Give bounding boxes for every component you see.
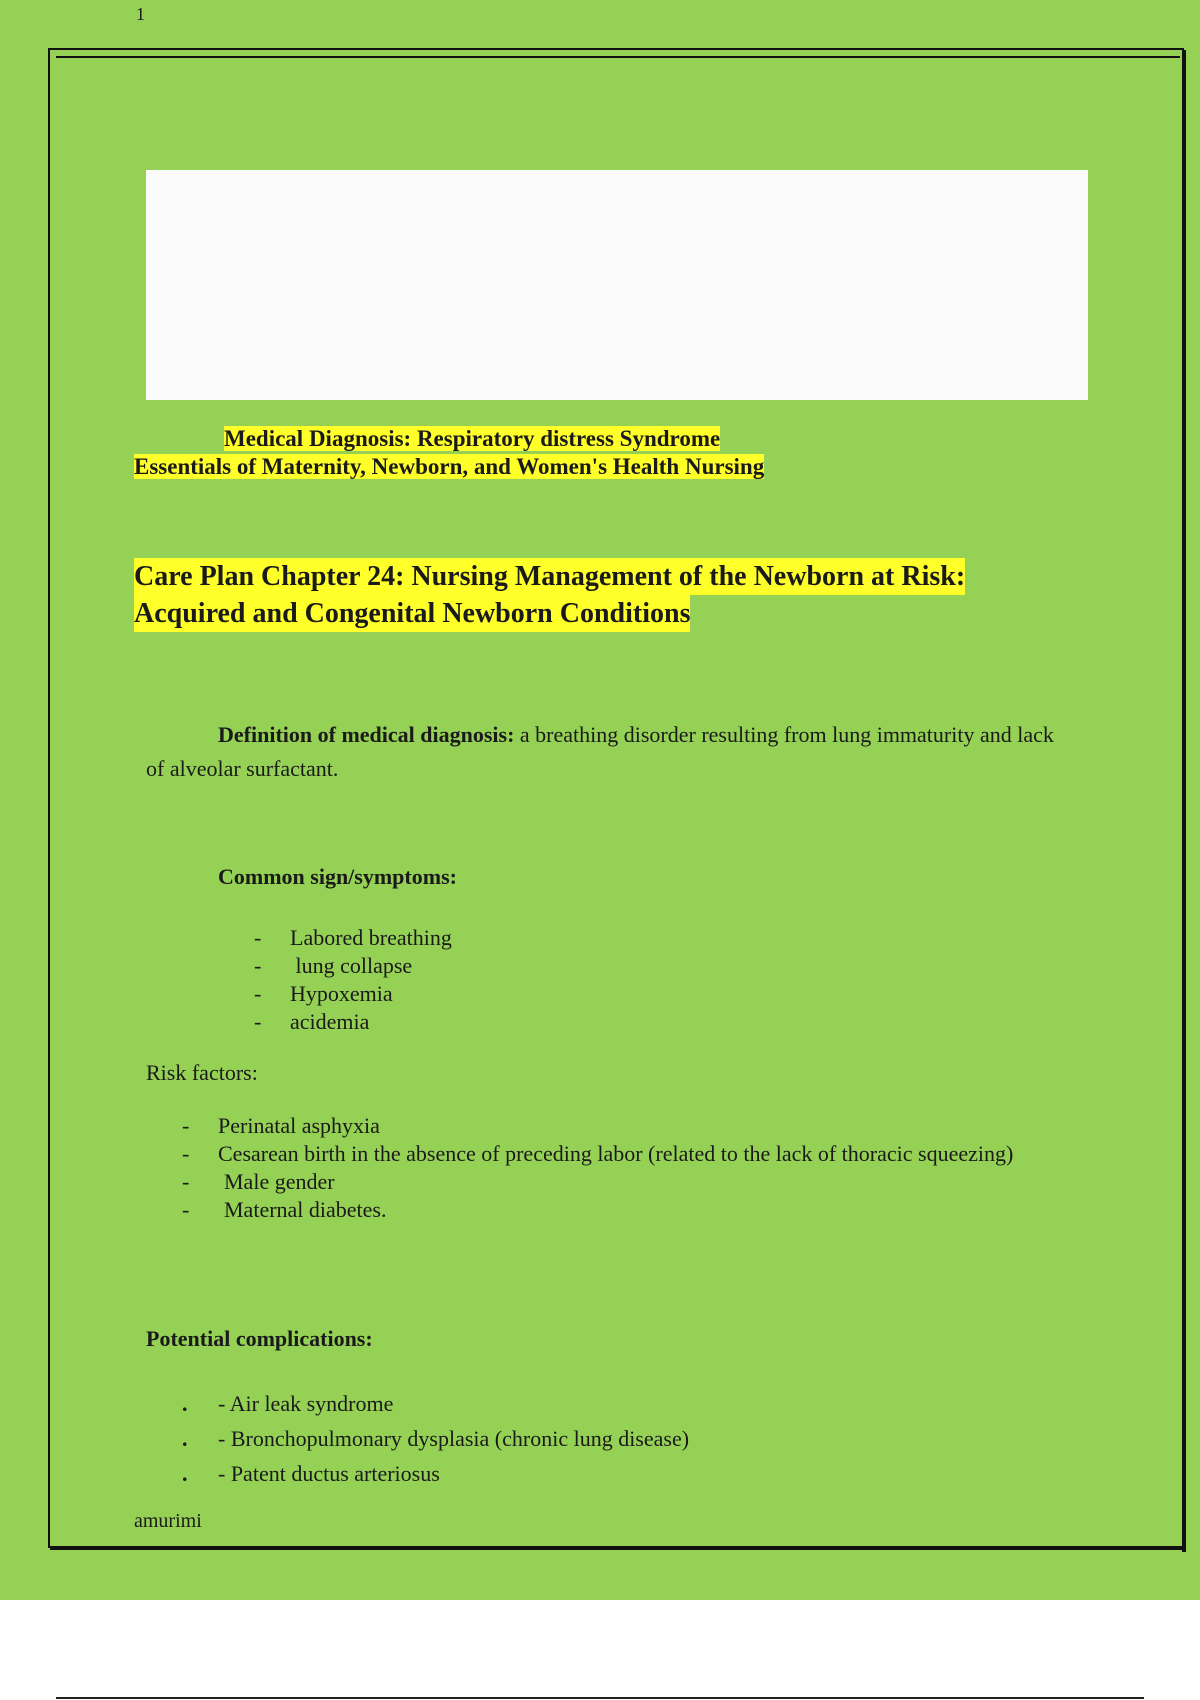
bottom-rule <box>56 1697 1144 1699</box>
list-item <box>182 1168 1082 1196</box>
dash-bullet: - <box>182 1113 190 1138</box>
care-plan-title-line1: Care Plan Chapter 24: Nursing Management of the Newborn at Risk: <box>134 558 965 595</box>
textbook-title-text: Essentials of Maternity, Newborn, and Women's Health Nursing <box>134 454 765 479</box>
symptom-text: Labored breathing <box>290 925 452 950</box>
definition-paragraph <box>146 718 1066 786</box>
care-plan-title <box>134 558 1034 632</box>
risk-factor-text: Maternal diabetes. <box>224 1197 387 1222</box>
symptom-text: lung collapse <box>290 953 413 978</box>
complication-text: - Patent ductus arteriosus <box>218 1461 440 1486</box>
list-item <box>182 1140 1082 1168</box>
symptoms-heading: Common sign/symptoms: <box>218 864 457 889</box>
risk-factor-text: Cesarean birth in the absence of preceding labor (related to the lack of thoracic squeezing) <box>218 1141 1014 1166</box>
border-inner-line <box>56 56 1180 58</box>
dash-bullet: - <box>254 981 262 1006</box>
list-item <box>254 980 452 1008</box>
list-item <box>182 1386 689 1421</box>
list-item <box>182 1112 1082 1140</box>
risk-factor-text: Perinatal asphyxia <box>218 1113 380 1138</box>
dash-bullet: - <box>182 1169 190 1194</box>
list-item <box>254 952 452 980</box>
risk-factor-text: Male gender <box>224 1169 335 1194</box>
list-item <box>182 1196 1082 1224</box>
page-number: 1 <box>136 4 145 24</box>
medical-diagnosis-text: Medical Diagnosis: Respiratory distress Syndrome <box>224 426 721 451</box>
definition-label: Definition of medical diagnosis: <box>218 722 515 747</box>
list-item <box>182 1456 689 1491</box>
blank-image-area <box>146 170 1088 400</box>
dot-bullet: . <box>182 1461 188 1486</box>
dot-bullet: . <box>182 1391 188 1416</box>
list-item <box>254 924 452 952</box>
footer-author: amurimi <box>134 1510 202 1532</box>
risk-factors-list <box>182 1112 1082 1224</box>
complication-text: - Air leak syndrome <box>218 1391 394 1416</box>
textbook-title-line <box>134 453 764 481</box>
list-item <box>254 1008 452 1036</box>
complication-text: - Bronchopulmonary dysplasia (chronic lung disease) <box>218 1426 690 1451</box>
dash-bullet: - <box>182 1197 190 1222</box>
symptoms-list <box>254 924 452 1036</box>
risk-factors-heading: Risk factors: <box>146 1060 258 1085</box>
complications-list <box>182 1386 689 1491</box>
dot-bullet: . <box>182 1426 188 1451</box>
symptom-text: acidemia <box>290 1009 370 1034</box>
symptom-text: Hypoxemia <box>290 981 393 1006</box>
definition-text: a breathing disorder resulting from lung immaturity and lack of alveolar surfactant. <box>146 722 1054 781</box>
list-item <box>182 1421 689 1456</box>
border-bottom-shadow <box>50 1546 1186 1550</box>
dash-bullet: - <box>254 1009 262 1034</box>
complications-heading: Potential complications: <box>146 1326 373 1351</box>
dash-bullet: - <box>182 1141 190 1166</box>
care-plan-title-line2: Acquired and Congenital Newborn Conditions <box>134 595 690 632</box>
dash-bullet: - <box>254 925 262 950</box>
dash-bullet: - <box>254 953 262 978</box>
border-right-shadow <box>1182 50 1186 1552</box>
medical-diagnosis-line <box>224 425 720 453</box>
